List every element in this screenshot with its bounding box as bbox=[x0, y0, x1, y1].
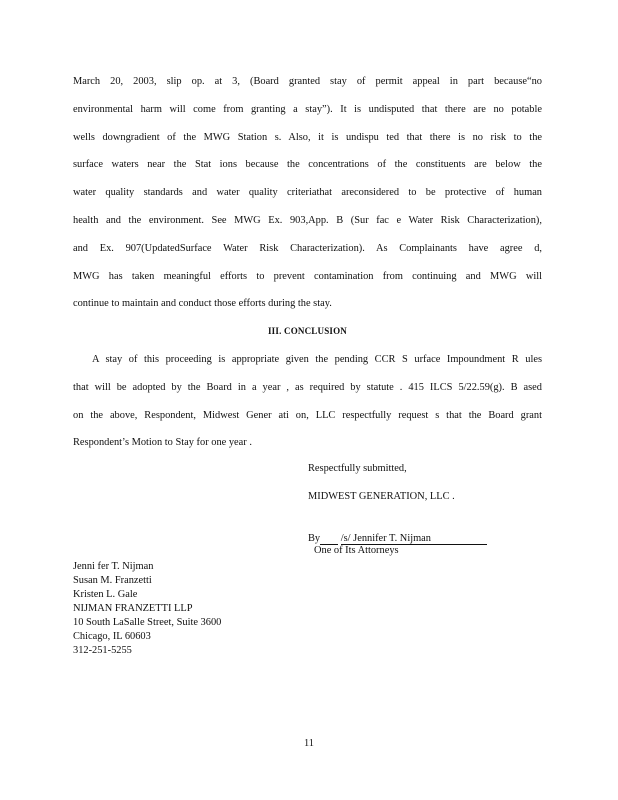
address-line: 10 South LaSalle Street, Suite 3600 bbox=[73, 617, 222, 628]
p1-line: surface waters near the Stat ions because the concentrations of the constituents are below the bbox=[73, 159, 542, 171]
section-heading: III. CONCLUSION bbox=[267, 326, 348, 337]
p1-line: health and the environment. See MWG Ex. 903,App. B (Sur fac e Water Risk Characterization), bbox=[73, 214, 542, 226]
address-block bbox=[73, 560, 221, 658]
p1-line: March 20, 2003, slip op. at 3, (Board granted stay of permit appeal in part because“no bbox=[73, 76, 542, 87]
address-line: Susan M. Franzetti bbox=[73, 575, 152, 586]
address-line: Chicago, IL 60603 bbox=[73, 631, 151, 642]
p2-line: Respondent’s Motion to Stay for one year . bbox=[73, 437, 252, 449]
body-text bbox=[73, 68, 542, 457]
signature-by-line bbox=[308, 533, 487, 545]
page-number: 11 bbox=[303, 738, 314, 749]
address-line: NIJMAN FRANZETTI LLP bbox=[73, 603, 193, 614]
address-line: 312-251-5255 bbox=[73, 645, 132, 656]
p1-line: environmental harm will come from granting a stay”). It is undisputed that there are no potable bbox=[73, 103, 542, 115]
p1-line: and Ex. 907(UpdatedSurface Water Risk Characterization). As Complainants have agree d, bbox=[73, 242, 542, 254]
p1-line: wells downgradient of the MWG Station s. Also, it is undispu ted that there is no risk to the bbox=[73, 131, 542, 143]
p1-line: continue to maintain and conduct those efforts during the stay. bbox=[73, 298, 332, 310]
address-line: Kristen L. Gale bbox=[73, 589, 138, 600]
signature-company: MIDWEST GENERATION, LLC . bbox=[308, 491, 455, 502]
p1-line: water quality standards and water quality criteriathat areconsidered to be protective of human bbox=[73, 187, 542, 199]
address-line: Jenni fer T. Nijman bbox=[73, 561, 154, 572]
signer-name: /s/ Jennifer T. Nijman bbox=[340, 533, 431, 544]
p2-line: that will be adopted by the Board in a year , as required by statute . 415 ILCS 5/22.59(g). B ased bbox=[73, 381, 542, 393]
p1-line: MWG has taken meaningful efforts to prevent contamination from continuing and MWG will bbox=[73, 270, 542, 282]
p2-line: on the above, Respondent, Midwest Gener ati on, LLC respectfully request s that the Board grant bbox=[73, 409, 542, 421]
signature-closing: Respectfully submitted, bbox=[308, 463, 407, 474]
by-label: By bbox=[308, 533, 321, 544]
p2-line: A stay of this proceeding is appropriate given the pending CCR S urface Impoundment R ules bbox=[92, 353, 542, 365]
attorney-line: One of Its Attorneys bbox=[314, 545, 399, 556]
